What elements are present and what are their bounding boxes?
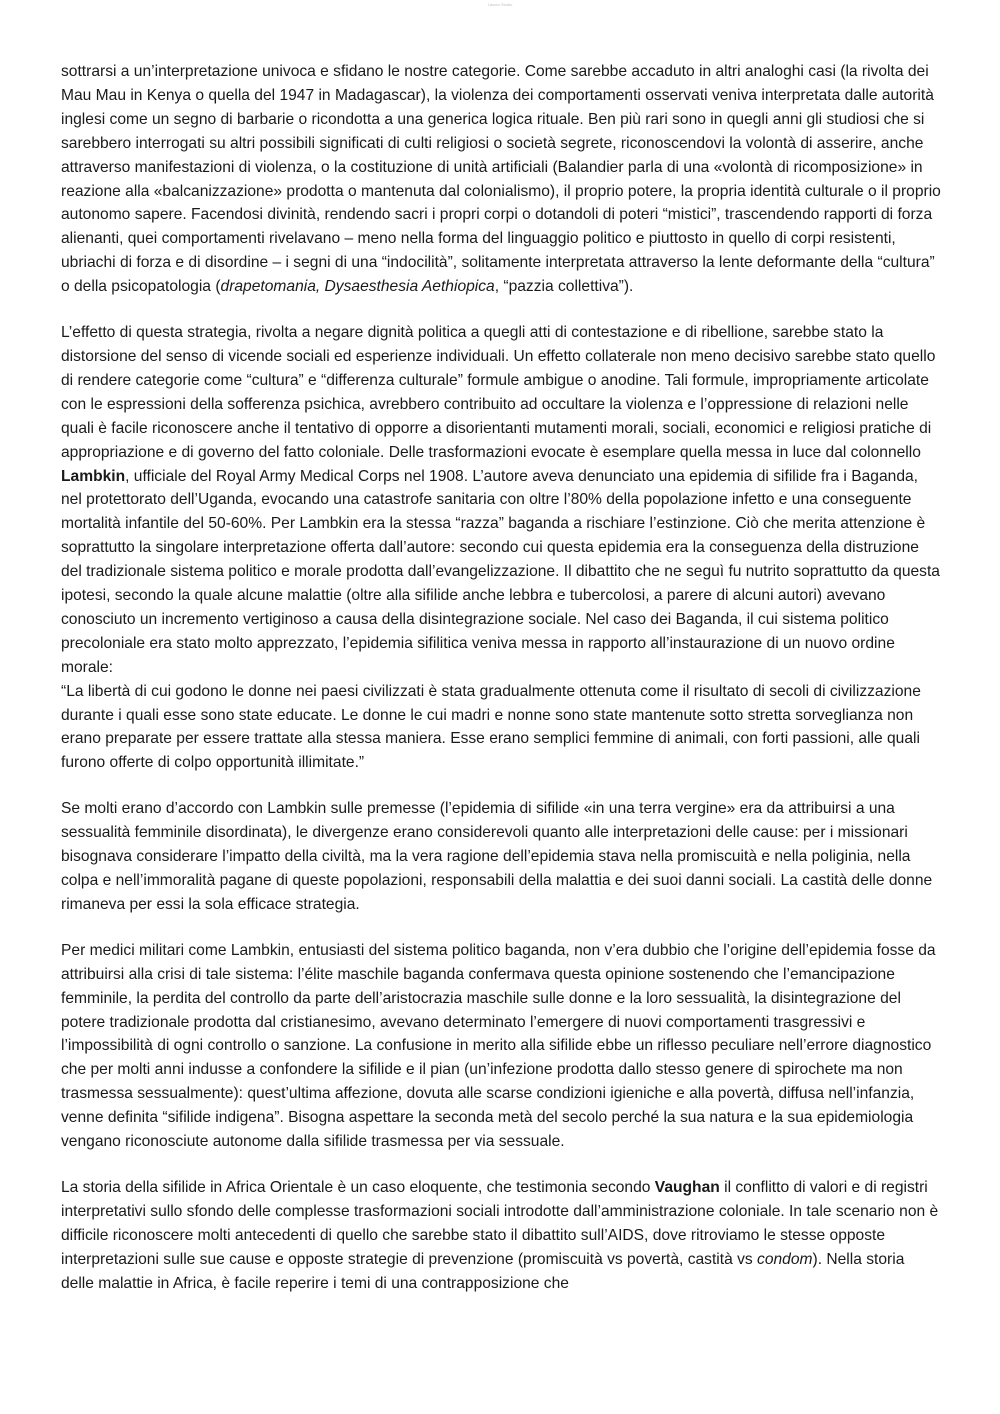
paragraph-4-text: Per medici militari come Lambkin, entusiasti del sistema politico baganda, non v’era dubbio che l’origine dell’epidemia fosse da attribuirsi alla crisi di tale sistema: l’élite maschile baganda confermava questa opinione sostenendo che l’emancipazione femminile, la perdita del controllo da parte dell’aristocrazia maschile sulle donne e la loro sessualità, la disintegrazione del potere tradizionale prodotta dal cristianesimo, avevano determinato l’emergere di nuovi comportamenti trasgressivi e l’impossibilità di ogni controllo o sanzione. La confusione in merito alla sifilide ebbe un riflesso peculiare nell’errore diagnostico che per molti anni indusse a confondere la sifilide e il pian (un’infezione prodotta dallo stesso genere di spirochete ma non trasmessa sessualmente): quest’ultima affezione, dovuta alle scarse condizioni igieniche e alla povertà, diffusa nell’infanzia, venne definita “sifilide indigena”. Bisogna aspettare la seconda metà del secolo perché la sua natura e la sua epidemiologia vengano riconosciute autonome dalla sifilide trasmessa per via sessuale. bbox=[61, 941, 936, 1151]
italic-term-condom: condom bbox=[757, 1250, 813, 1268]
paragraph-4 bbox=[61, 939, 941, 1154]
paragraph-2-text-b: , ufficiale del Royal Army Medical Corps nel 1908. L’autore aveva denunciato una epidemia di sifilide fra i Baganda, nel protettorato dell’Uganda, evocando una catastrofe sanitaria con oltre l’80% della popolazione infetto e una conseguente mortalità infantile del 50-60%. Per Lambkin era la stessa “razza” baganda a rischiare l’estinzione. Ciò che merita attenzione è soprattutto la singolare interpretazione offerta dall’autore: secondo cui questa epidemia era la conseguenza della distruzione del tradizionale sistema politico e morale prodotta dall’evangelizzazione. Il dibattito che ne seguì fu nutrito soprattutto da questa ipotesi, secondo la quale alcune malattie (oltre alla sifilide anche lebbra e tubercolosi, a parere di alcuni autori) avevano conosciuto un incremento vertiginoso a causa della disintegrazione sociale. Nel caso dei Baganda, il cui sistema politico precoloniale era stato molto apprezzato, l’epidemia sifilitica veniva messa in rapporto all’instaurazione di un nuovo ordine morale: bbox=[61, 467, 940, 676]
paragraph-5-text-a: La storia della sifilide in Africa Orientale è un caso eloquente, che testimonia secondo bbox=[61, 1178, 655, 1196]
paragraph-2 bbox=[61, 321, 941, 775]
paragraph-3-text: Se molti erano d’accordo con Lambkin sulle premesse (l’epidemia di sifilide «in una terra vergine» era da attribuirsi a una sessualità femminile disordinata), le divergenze erano considerevoli quanto alle interpretazioni delle cause: per i missionari bisognava considerare l’impatto della civiltà, ma la vera ragione dell’epidemia stava nella promiscuità e nella poliginia, nella colpa e nell’immoralità pagane di queste popolazioni, responsabili della malattia e dei suoi danni sociali. La castità delle donne rimaneva per essi la sola efficace strategia. bbox=[61, 800, 933, 913]
paragraph-1-italic-terms: drapetomania, Dysaesthesia Aethiopica bbox=[220, 278, 495, 296]
document-page bbox=[61, 60, 941, 1318]
author-name-lambkin: Lambkin bbox=[61, 467, 126, 485]
paragraph-1-text-b: , “pazzia collettiva”). bbox=[494, 278, 634, 296]
paragraph-1-text-a: sottrarsi a un’interpretazione univoca e sfidano le nostre categorie. Come sarebbe accaduto in altri analoghi casi (la rivolta dei Mau Mau in Kenya o quella del 1947 in Madagascar), la violenza dei comportamenti osservati veniva interpretata dalle autorità inglesi come un segno di barbarie o ricondotta a una generica logica rituale. Ben più rari sono in quegli anni gli studiosi che si sarebbero interrogati su altri possibili significati di culti religiosi o società segrete, riconoscendovi la volontà di asserire, anche attraverso manifestazioni di violenza, o la costituzione di unità artificiali (Balandier parla di una «volontà di ricomposizione» in reazione alla «balcanizzazione» prodotta o mantenuta dal colonialismo), il proprio potere, la propria identità culturale o il proprio autonomo sapere. Facendosi divinità, rendendo sacri i propri corpi o dotandoli di poteri “mistici”, trascendendo rapporti di forza alienanti, quei comportamenti rivelavano – meno nella forma del linguaggio politico e piuttosto in quello di corpi resistenti, ubriachi di forza e di disordine – i segni di una “indocilità”, solitamente interpretata attraverso la lente deformante della “cultura” o della psicopatologia ( bbox=[61, 63, 941, 296]
paragraph-2-text-a: L’effetto di questa strategia, rivolta a negare dignità politica a quegli atti di contestazione e di ribellione, sarebbe stato la distorsione del senso di vicende sociali ed esperienze individuali. Un effetto collaterale non meno decisivo sarebbe stato quello di rendere categorie come “cultura” e “differenza culturale” formule ambigue o anodine. Tali formule, impropriamente articolate con le espressioni della sofferenza psichica, avrebbero contribuito ad occultare la violenza e l’oppressione di relazioni nelle quali è facile riconoscere anche il tentativo di opporre a disorientanti mutamenti morali, sociali, economici e religiosi pratiche di appropriazione e di governo del fatto coloniale. Delle trasformazioni evocate è esemplare quella messa in luce dal colonnello bbox=[61, 324, 936, 461]
lambkin-quote: “La libertà di cui godono le donne nei paesi civilizzati è stata gradualmente ottenuta come il risultato di secoli di civilizzazione durante i quali esse sono state educate. Le donne le cui madri e nonne sono state mantenute sotto stretta sorveglianza non erano preparate per essere trattate alla stessa maniera. Esse erano semplici femmine di animali, con forti passioni, alle quali furono offerte di colpo opportunità illimitate.” bbox=[61, 682, 921, 772]
paragraph-5-text-b: il conflitto di valori e di registri interpretativi sullo sfondo delle complesse trasformazioni sociali introdotte dall’amministrazione coloniale. In tale scenario non è difficile riconoscere molti antecedenti di quello che sarebbe stato il dibattito sull’AIDS, dove ritroviamo le stesse opposte interpretazioni sulle sue cause e opposte strategie di prevenzione (promiscuità vs povertà, castità vs bbox=[61, 1178, 939, 1268]
paragraph-5 bbox=[61, 1176, 941, 1296]
paragraph-1 bbox=[61, 60, 941, 299]
page-header-mark: Lavoro Studio bbox=[487, 2, 513, 7]
author-name-vaughan: Vaughan bbox=[654, 1178, 720, 1196]
paragraph-5-text-c: ). Nella storia delle malattie in Africa, è facile reperire i temi di una contrapposizione che bbox=[61, 1250, 905, 1292]
paragraph-3 bbox=[61, 797, 941, 917]
